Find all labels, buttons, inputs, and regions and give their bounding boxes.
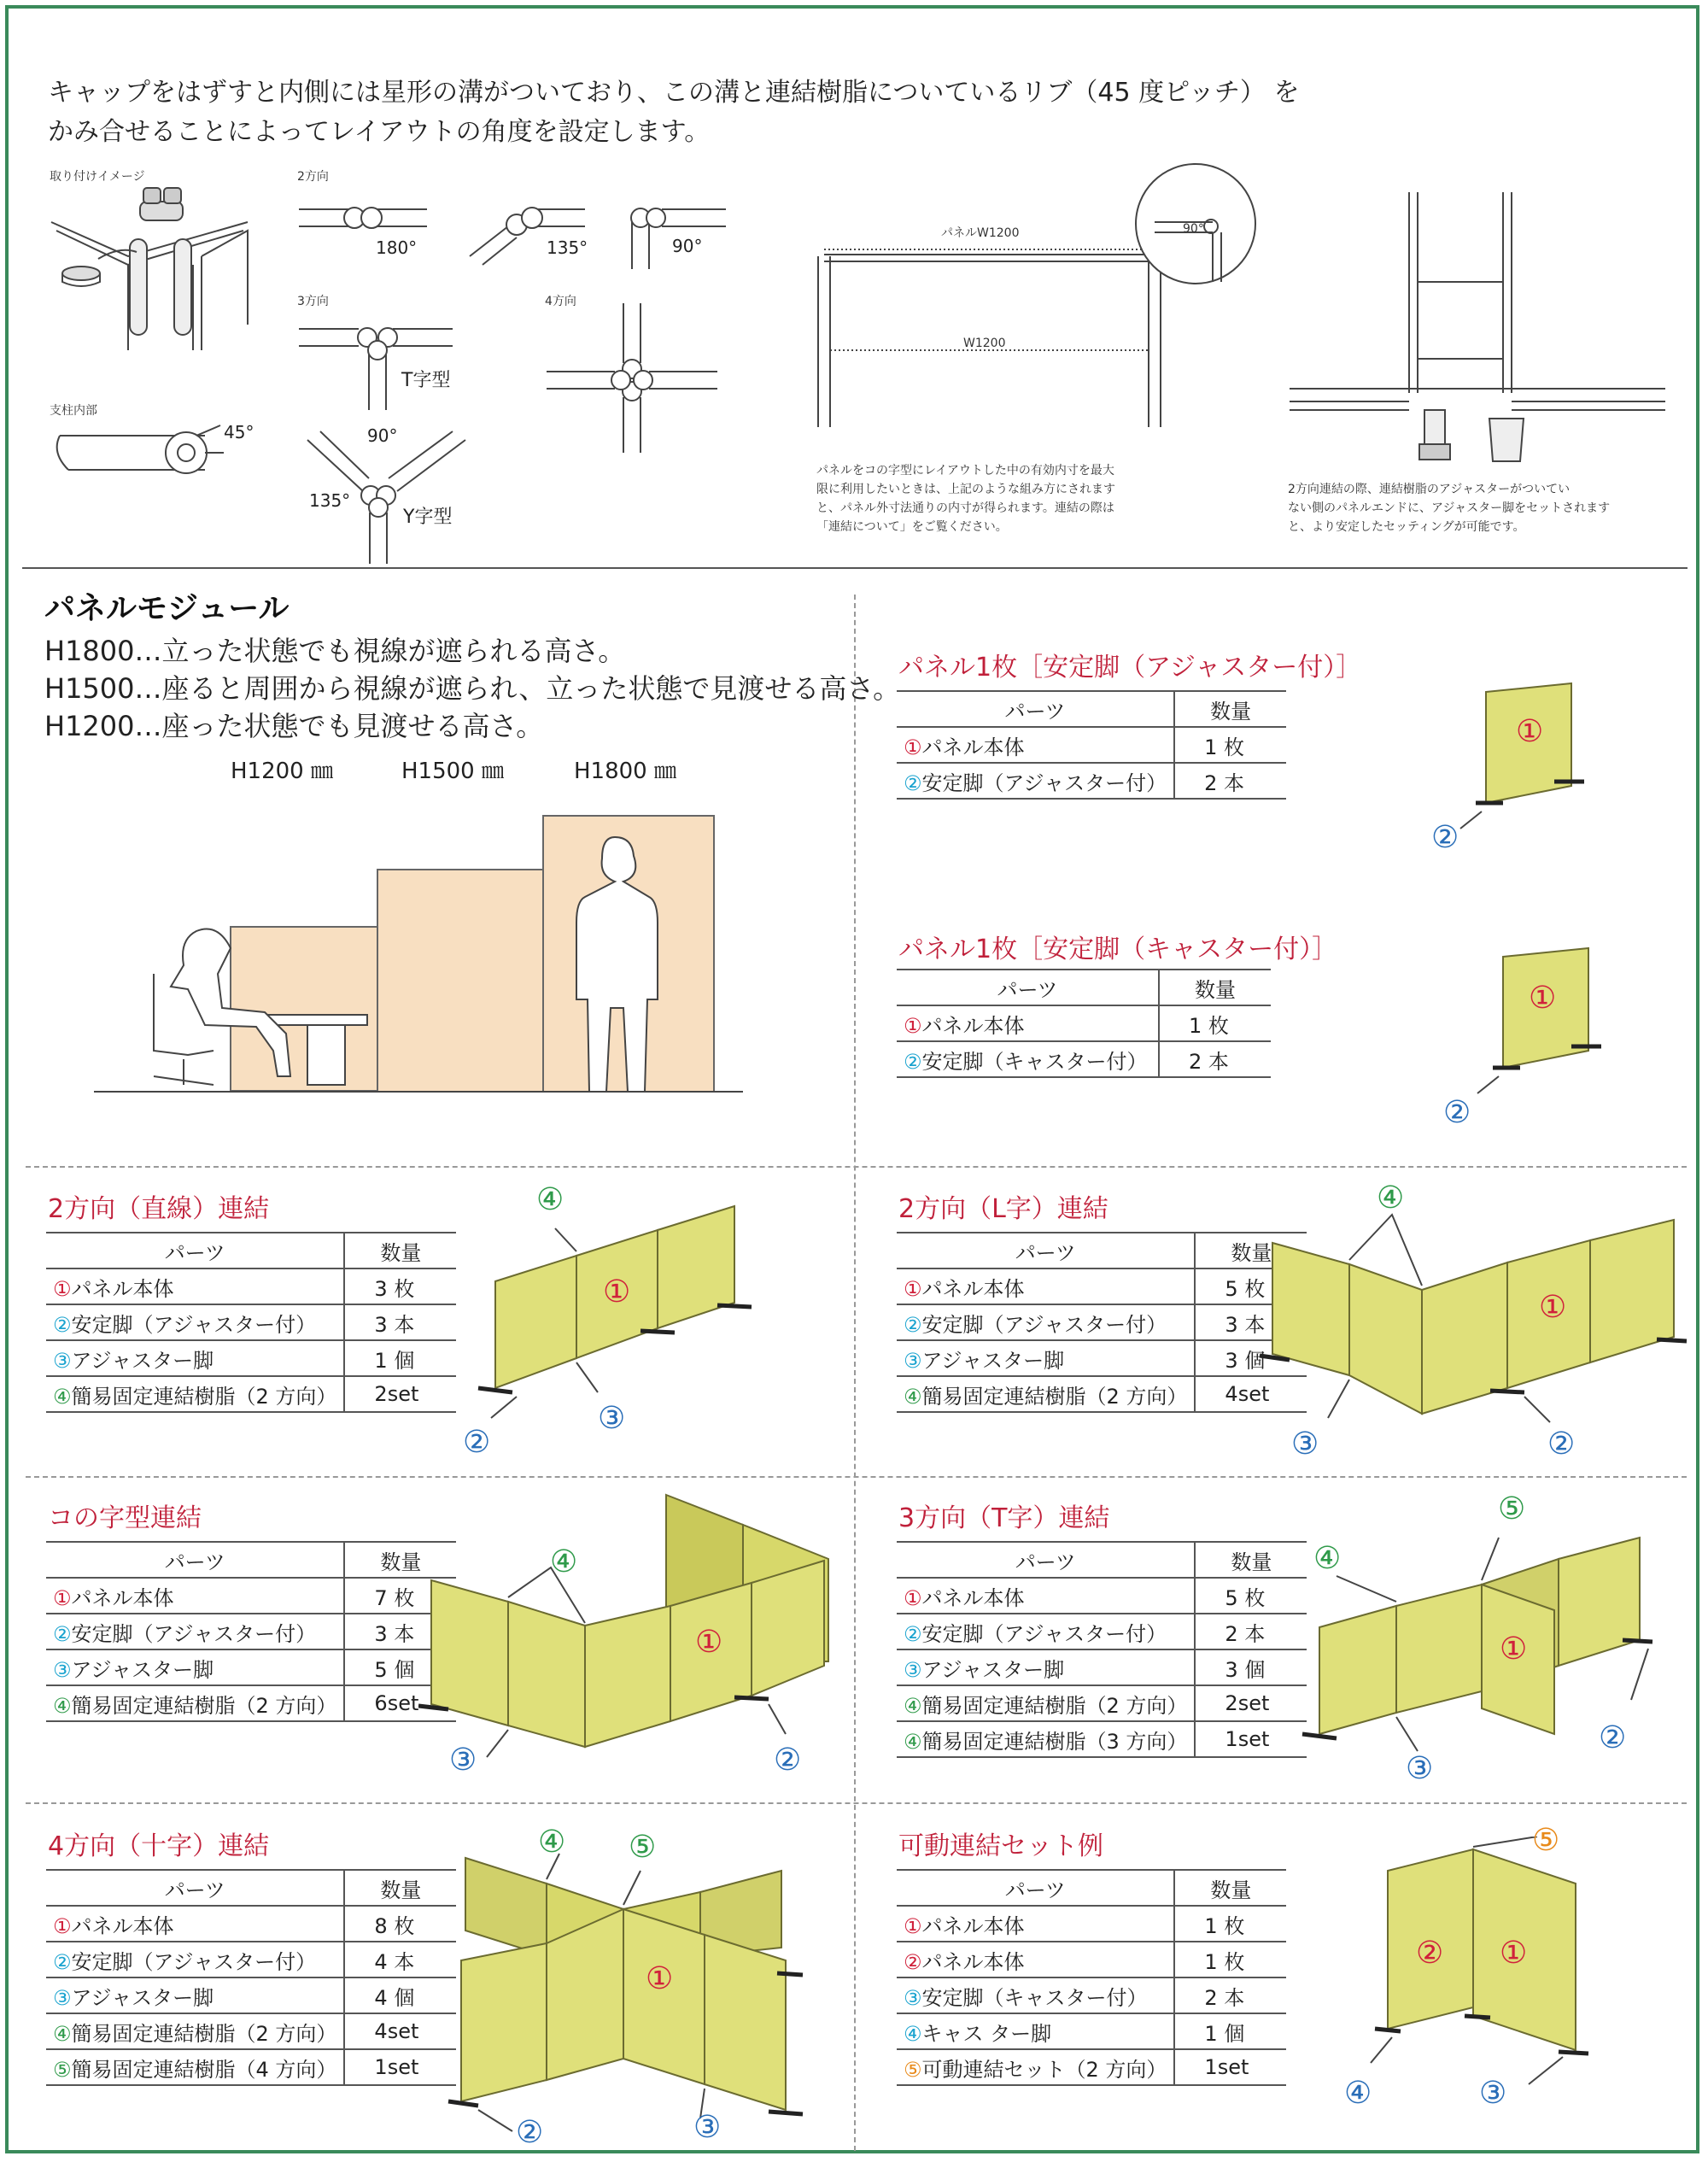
s6-marker-2: ② bbox=[1599, 1720, 1627, 1755]
s5-illustration bbox=[418, 1491, 845, 1785]
s8-marker-1: ① bbox=[1500, 1936, 1528, 1971]
s7-parts-table: パーツ 数量 ①パネル本体 8 枚 ②安定脚（アジャスター付） 4 本 ③アジャスター脚 4 個 ④簡易固定連結樹脂（2 方向） 4set ⑤簡易固定連結樹脂（4 方向） 1set bbox=[46, 1869, 456, 2086]
intro-line-2: かみ合せることによってレイアウトの角度を設定します。 bbox=[48, 117, 711, 147]
s7-marker-3: ③ bbox=[693, 2110, 722, 2145]
table-row: ②パネル本体 1 枚 bbox=[897, 1942, 1286, 1977]
table-row: ①パネル本体 3 枚 bbox=[46, 1268, 456, 1304]
row-divider-1 bbox=[26, 1166, 1687, 1168]
label-install: 取り付けイメージ bbox=[50, 170, 145, 184]
label-3dir: 3方向 bbox=[297, 295, 329, 308]
u-layout-diagram bbox=[818, 164, 1255, 427]
label-4dir: 4方向 bbox=[545, 295, 576, 308]
module-illustration bbox=[94, 803, 760, 1162]
s1-parts-table: パーツ 数量 ①パネル本体 1 枚 ②安定脚（アジャスター付） 2 本 bbox=[897, 690, 1286, 800]
table-row: ①パネル本体 7 枚 bbox=[46, 1578, 456, 1614]
s8-marker-2: ② bbox=[1416, 1936, 1444, 1971]
table-row: ②安定脚（アジャスター付） 2 本 bbox=[897, 1614, 1307, 1649]
table-row: ④簡易固定連結樹脂（2 方向） 2set bbox=[897, 1685, 1307, 1721]
s8-title: 可動連結セット例 bbox=[898, 1831, 1103, 1861]
height-1200: H1200 ㎜ bbox=[231, 759, 333, 784]
label-2dir: 2方向 bbox=[297, 170, 329, 184]
s3-marker-3: ③ bbox=[598, 1401, 626, 1436]
w-label: W1200 bbox=[963, 337, 1006, 350]
install-image bbox=[51, 188, 248, 350]
s6-marker-3: ③ bbox=[1406, 1751, 1434, 1786]
table-row: ④キャス ター脚 1 個 bbox=[897, 2013, 1286, 2049]
table-row: ①パネル本体 1 枚 bbox=[897, 727, 1286, 763]
s7-marker-2: ② bbox=[516, 2115, 544, 2150]
s3-parts-table: パーツ 数量 ①パネル本体 3 枚 ②安定脚（アジャスター付） 3 本 ③アジャスター脚 1 個 ④簡易固定連結樹脂（2 方向） 2set bbox=[46, 1232, 456, 1413]
table-row: ②安定脚（アジャスター付） 3 本 bbox=[897, 1304, 1307, 1340]
angle-45: 45° bbox=[224, 422, 254, 442]
s6-parts-table: パーツ 数量 ①パネル本体 5 枚 ②安定脚（アジャスター付） 2 本 ③アジャスター脚 3 個 ④簡易固定連結樹脂（2 方向） 2set ④簡易固定連結樹脂（3 方向） 1set bbox=[897, 1541, 1307, 1758]
table-row: ③安定脚（キャスター付） 2 本 bbox=[897, 1977, 1286, 2013]
s7-illustration bbox=[444, 1837, 837, 2144]
center-divider bbox=[854, 595, 856, 2151]
s4-marker-3: ③ bbox=[1291, 1427, 1319, 1462]
s1-marker-1: ① bbox=[1516, 714, 1544, 749]
s5-marker-1: ① bbox=[695, 1625, 723, 1660]
circle-90-label: 90° bbox=[1183, 222, 1204, 236]
table-row: ④簡易固定連結樹脂（2 方向） 4set bbox=[897, 1376, 1307, 1412]
table-row: ⑤簡易固定連結樹脂（4 方向） 1set bbox=[46, 2049, 456, 2085]
angle-90: 90° bbox=[672, 236, 703, 256]
table-row: ③アジャスター脚 5 個 bbox=[46, 1649, 456, 1685]
s4-marker-2: ② bbox=[1547, 1427, 1576, 1462]
label-post: 支柱内部 bbox=[50, 404, 97, 418]
s5-marker-3: ③ bbox=[449, 1743, 477, 1778]
s8-marker-3: ③ bbox=[1479, 2076, 1507, 2111]
module-title: パネルモジュール bbox=[44, 591, 290, 626]
y-135-label: 135° bbox=[309, 490, 351, 511]
s5-marker-4: ④ bbox=[550, 1544, 578, 1579]
table-row: ①パネル本体 5 枚 bbox=[897, 1268, 1307, 1304]
height-1800: H1800 ㎜ bbox=[574, 759, 676, 784]
table-row: ④簡易固定連結樹脂（2 方向） 6set bbox=[46, 1685, 456, 1721]
two-direction-diagrams bbox=[299, 208, 726, 269]
table-row: ②安定脚（アジャスター付） 3 本 bbox=[46, 1614, 456, 1649]
table-row: ④簡易固定連結樹脂（2 方向） 2set bbox=[46, 1376, 456, 1412]
s4-parts-table: パーツ 数量 ①パネル本体 5 枚 ②安定脚（アジャスター付） 3 本 ③アジャスター脚 3 個 ④簡易固定連結樹脂（2 方向） 4set bbox=[897, 1232, 1307, 1413]
s1-title: パネル1枚［安定脚（アジャスター付）］ bbox=[898, 653, 1362, 683]
s3-marker-2: ② bbox=[463, 1425, 491, 1460]
table-row: ④簡易固定連結樹脂（3 方向） 1set bbox=[897, 1721, 1307, 1757]
table-row: ③アジャスター脚 1 個 bbox=[46, 1340, 456, 1376]
s6-marker-1: ① bbox=[1500, 1632, 1528, 1667]
table-row: ③アジャスター脚 3 個 bbox=[897, 1649, 1307, 1685]
s6-marker-4: ④ bbox=[1313, 1541, 1342, 1576]
intro-line-1: キャップをはずすと内側には星形の溝がついており、この溝と連結樹脂についているリブ（45 度ピッチ） を bbox=[48, 78, 1300, 108]
s4-marker-1: ① bbox=[1539, 1290, 1567, 1325]
table-row: ②安定脚（キャスター付） 2 本 bbox=[897, 1041, 1271, 1077]
note-adjuster: 2方向連結の際、連結樹脂のアジャスターがついてい ない側のパネルエンドに、アジャスター脚をセットされます と、より安定したセッティングが可能です。 bbox=[1288, 483, 1611, 534]
s5-marker-2: ② bbox=[774, 1743, 802, 1778]
panel-w-label: パネルW1200 bbox=[941, 226, 1020, 240]
s4-marker-4: ④ bbox=[1377, 1181, 1405, 1216]
s7-marker-1: ① bbox=[646, 1961, 674, 1996]
module-description: H1800…立った状態でも視線が遮られる高さ。 H1500…座ると周囲から視線が遮られ、立った状態で見渡せる高さ。 H1200…座った状態でも見渡せる高さ。 bbox=[44, 635, 901, 742]
s1-illustration bbox=[1418, 675, 1674, 888]
s3-marker-1: ① bbox=[603, 1274, 631, 1310]
s5-parts-table: パーツ 数量 ①パネル本体 7 枚 ②安定脚（アジャスター付） 3 本 ③アジャスター脚 5 個 ④簡易固定連結樹脂（2 方向） 6set bbox=[46, 1541, 456, 1722]
intro-text bbox=[48, 73, 1299, 152]
s2-title: パネル1枚［安定脚（キャスター付）］ bbox=[898, 935, 1338, 964]
s2-marker-1: ① bbox=[1529, 981, 1557, 1016]
adjuster-section-diagram bbox=[1290, 192, 1665, 461]
s3-title: 2方向（直線）連結 bbox=[48, 1194, 270, 1224]
table-row: ③アジャスター脚 3 個 bbox=[897, 1340, 1307, 1376]
s4-title: 2方向（L字）連結 bbox=[898, 1194, 1108, 1224]
s8-marker-4: ④ bbox=[1344, 2076, 1372, 2111]
row-divider-3 bbox=[26, 1802, 1687, 1804]
height-1500: H1500 ㎜ bbox=[401, 759, 504, 784]
s4-illustration bbox=[1255, 1196, 1691, 1461]
table-row: ①パネル本体 8 枚 bbox=[46, 1906, 456, 1942]
angle-180: 180° bbox=[376, 237, 418, 258]
s7-marker-5: ⑤ bbox=[629, 1830, 657, 1865]
s1-marker-2: ② bbox=[1431, 820, 1459, 855]
s7-marker-4: ④ bbox=[538, 1825, 566, 1860]
s6-title: 3方向（T字）連結 bbox=[898, 1503, 1110, 1533]
s8-parts-table: パーツ 数量 ①パネル本体 1 枚 ②パネル本体 1 枚 ③安定脚（キャスター付） 2 本 ④キャス ター脚 1 個 ⑤可動連結セット（2 方向） 1set bbox=[897, 1869, 1286, 2086]
y-shape-label: Y字型 bbox=[403, 507, 453, 528]
row-divider-2 bbox=[26, 1476, 1687, 1478]
s6-illustration bbox=[1290, 1503, 1691, 1785]
t-shape-label: T字型 bbox=[401, 370, 451, 391]
s2-illustration bbox=[1443, 940, 1682, 1145]
table-row: ②安定脚（アジャスター付） 4 本 bbox=[46, 1942, 456, 1977]
angle-135: 135° bbox=[547, 237, 588, 258]
four-direction-diagrams bbox=[547, 303, 717, 453]
table-row: ⑤可動連結セット（2 方向） 1set bbox=[897, 2049, 1286, 2085]
y-90-label: 90° bbox=[367, 425, 398, 446]
top-divider bbox=[22, 567, 1688, 569]
table-row: ①パネル本体 1 枚 bbox=[897, 1005, 1271, 1041]
table-row: ④簡易固定連結樹脂（2 方向） 4set bbox=[46, 2013, 456, 2049]
s6-marker-5: ⑤ bbox=[1498, 1491, 1526, 1526]
s3-marker-4: ④ bbox=[536, 1182, 564, 1217]
s2-parts-table: パーツ 数量 ①パネル本体 1 枚 ②安定脚（キャスター付） 2 本 bbox=[897, 969, 1271, 1078]
note-u-layout: パネルをコの字型にレイアウトした中の有効内寸を最大 限に利用したいときは、上記のような組み方にされます と、パネル外寸法通りの内寸が得られます。連結の際は 「連結について」をご覧ください。 bbox=[816, 464, 1115, 534]
s5-title: コの字型連結 bbox=[48, 1503, 202, 1533]
s7-title: 4方向（十字）連結 bbox=[48, 1831, 270, 1861]
table-row: ②安定脚（アジャスター付） 2 本 bbox=[897, 763, 1286, 799]
table-row: ①パネル本体 1 枚 bbox=[897, 1906, 1286, 1942]
post-interior bbox=[57, 425, 224, 473]
s8-marker-5: ⑤ bbox=[1532, 1823, 1560, 1858]
s3-illustration bbox=[461, 1187, 837, 1452]
table-row: ①パネル本体 5 枚 bbox=[897, 1578, 1307, 1614]
table-row: ③アジャスター脚 4 個 bbox=[46, 1977, 456, 2013]
table-row: ②安定脚（アジャスター付） 3 本 bbox=[46, 1304, 456, 1340]
s2-marker-2: ② bbox=[1443, 1095, 1471, 1130]
